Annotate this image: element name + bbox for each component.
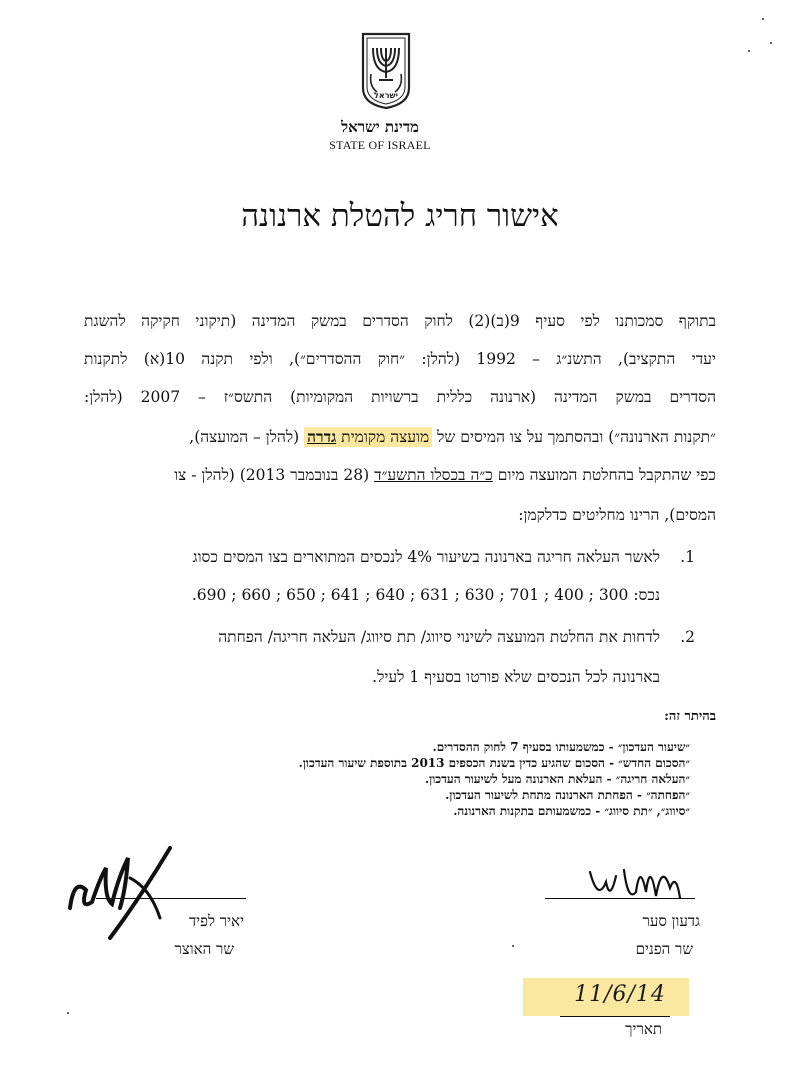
body-line-4 bbox=[189, 427, 716, 447]
body-line-5-start: כפי שהתקבל בהחלטת המועצה מיום bbox=[497, 466, 716, 484]
body-line-5 bbox=[174, 466, 716, 485]
date-line bbox=[560, 1016, 670, 1017]
item-2-line-1: לדחות את החלטת המועצה לשינוי סיווג/ תת סיווג/ העלאה חריגה/ הפחתה bbox=[218, 628, 660, 646]
definition-line-2: ״הסכום החדש״ - הסכום שהגיע כדין בשנת הכספים 2013 בתוספת שיעור העדכון. bbox=[298, 756, 690, 770]
definition-line-1: ״שיעור העדכון״ - כמשמעותו בסעיף 7 לחוק ההסדרים. bbox=[432, 740, 690, 754]
council-name: גדרה bbox=[307, 427, 337, 446]
body-line-6: המסים), הרינו מחליטים כדלקמן: bbox=[518, 506, 716, 524]
item-1-number: 1. bbox=[680, 548, 695, 566]
signing-date: 11/6/14 bbox=[574, 982, 666, 1007]
scan-speck bbox=[770, 42, 772, 44]
body-line-5-end: (28 בנובמבר 2013) (להלן - צו bbox=[174, 466, 370, 484]
left-signature-line bbox=[96, 898, 246, 899]
definition-line-5: ״סיווג״, ״תת סיווג״ - כמשמעותם בתקנות הארנונה. bbox=[453, 804, 690, 818]
council-highlight bbox=[304, 427, 432, 447]
document-title: אישור חריג להטלת ארנונה bbox=[241, 198, 559, 234]
item-1-line-1: לאשר העלאה חריגה בארנונה בשיעור 4% לנכסים המתוארים בצו המסים כסוג bbox=[192, 548, 660, 566]
state-name-english: STATE OF ISRAEL bbox=[329, 138, 431, 152]
scan-speck bbox=[762, 18, 764, 20]
emblem-text: ישראל bbox=[374, 91, 398, 100]
date-label: תאריך bbox=[625, 1020, 662, 1038]
finance-minister-role: שר האוצר bbox=[174, 940, 234, 958]
body-line-1: בתוקף סמכותנו לפי סעיף 9(ב)(2) לחוק הסדרים במשק המדינה (תיקוני חקיקה להשגת bbox=[84, 312, 716, 330]
scan-speck bbox=[67, 1012, 69, 1014]
item-2-line-2: בארנונה לכל הנכסים שלא פורטו בסעיף 1 לעיל. bbox=[372, 668, 660, 686]
menorah-emblem-icon bbox=[357, 30, 415, 110]
item-1-line-2: נכס: 300 ; 400 ; 701 ; 630 ; 631 ; 640 ; 641 ; 650 ; 660 ; 690. bbox=[191, 586, 660, 604]
definition-line-3: ״העלאה חריגה״ - העלאת הארנונה מעל לשיעור העדכון. bbox=[424, 772, 690, 786]
body-line-4-start: ״תקנות הארנונה״) ובהסתמך על צו המיסים של bbox=[437, 428, 716, 446]
item-2-number: 2. bbox=[680, 628, 695, 646]
scan-speck bbox=[512, 945, 514, 947]
body-line-3: הסדרים במשק המדינה (ארנונה כללית ברשויות המקומיות) התשס״ז – 2007 (להלן: bbox=[84, 388, 716, 406]
state-name-hebrew: מדינת ישראל bbox=[341, 118, 419, 136]
body-line-4-end: (להלן – המועצה), bbox=[189, 428, 300, 446]
interior-minister-role: שר הפנים bbox=[635, 940, 693, 958]
right-signature-line bbox=[545, 898, 695, 899]
definitions-heading: בהיתר זה: bbox=[664, 709, 716, 724]
body-line-2: יעדי התקציב), התשנ״ג – 1992 (להלן: ״חוק ההסדרים״), ולפי תקנה 10(א) לתקנות bbox=[84, 350, 717, 368]
finance-minister-name: יאיר לפיד bbox=[188, 912, 244, 930]
decision-date-hebrew: כ״ה בכסלו התשע״ד bbox=[374, 466, 493, 484]
finance-minister-signature bbox=[60, 838, 200, 948]
definition-line-4: ״הפחתה״ - הפחתת הארנונה מתחת לשיעור העדכון. bbox=[445, 788, 690, 802]
council-type: מועצה מקומית bbox=[341, 428, 430, 446]
scan-speck bbox=[748, 50, 750, 52]
interior-minister-name: גדעון סער bbox=[642, 912, 700, 930]
